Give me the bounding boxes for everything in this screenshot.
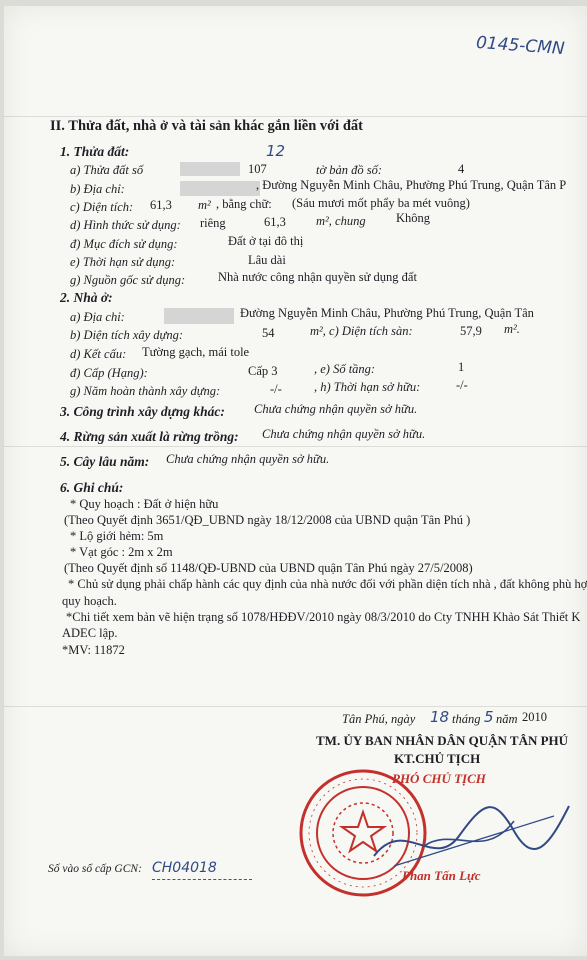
land-address-label: b) Địa chỉ: bbox=[70, 182, 125, 196]
map-sheet-value: 4 bbox=[458, 162, 465, 176]
use-form-common-value: Không bbox=[396, 211, 431, 225]
land-area-label: c) Diện tích: bbox=[70, 200, 134, 214]
use-form-private-value: 61,3 bbox=[264, 215, 286, 229]
signing-year: 2010 bbox=[522, 710, 547, 724]
term-value: Lâu dài bbox=[248, 253, 286, 267]
land-number-label: a) Thửa đất số bbox=[70, 163, 144, 177]
house-address-value: Đường Nguyễn Minh Châu, Phường Phú Trung, Quận Tân bbox=[240, 306, 534, 320]
floors-value: 1 bbox=[458, 360, 465, 374]
note-line: (Theo Quyết định 3651/QĐ_UBND ngày 18/12/2008 của UBND quận Tân Phú ) bbox=[64, 513, 471, 527]
land-number-value: 107 bbox=[248, 162, 267, 176]
note-line: *Chi tiết xem bản vẽ hiện trạng số 1078/HĐĐV/2010 ngày 08/3/2010 do Cty TNHH Khảo Sát Thiết K bbox=[66, 610, 581, 624]
floor-area-value: 57,9 bbox=[460, 324, 482, 338]
org-line-1: TM. ỦY BAN NHÂN DÂN QUẬN TÂN PHÚ bbox=[316, 733, 569, 748]
grade-label: đ) Cấp (Hạng): bbox=[70, 366, 148, 380]
use-form-private: riêng bbox=[200, 216, 226, 230]
signing-year-label: năm bbox=[496, 712, 518, 726]
signing-place: Tân Phú, ngày bbox=[342, 712, 416, 726]
purpose-label: đ) Mục đích sử dụng: bbox=[70, 237, 178, 251]
house-heading: 2. Nhà ở: bbox=[60, 290, 113, 305]
other-works-value: Chưa chứng nhận quyền sở hữu. bbox=[254, 402, 418, 416]
origin-value: Nhà nước công nhận quyền sử dụng đất bbox=[218, 270, 417, 284]
ownership-term-label: , h) Thời hạn sở hữu: bbox=[314, 380, 421, 394]
ownership-term-value: -/- bbox=[456, 378, 468, 392]
use-form-common: m², chung bbox=[316, 214, 366, 228]
certificate-page bbox=[4, 6, 587, 956]
register-number: CH04018 bbox=[152, 860, 217, 876]
build-area-value: 54 bbox=[262, 326, 275, 340]
use-form-label: d) Hình thức sử dụng: bbox=[70, 218, 181, 232]
note-line: * Quy hoạch : Đất ở hiện hữu bbox=[70, 497, 219, 511]
origin-label: g) Nguồn gốc sử dụng: bbox=[70, 273, 186, 287]
floors-label: , e) Số tầng: bbox=[314, 362, 376, 376]
register-label: Số vào sổ cấp GCN: bbox=[48, 863, 142, 875]
purpose-value: Đất ở tại đô thị bbox=[228, 234, 304, 248]
note-line: *MV: 11872 bbox=[62, 643, 125, 657]
signing-day: 18 bbox=[430, 708, 450, 726]
land-area-words-label: , bằng chữ: bbox=[216, 197, 272, 211]
other-works-heading: 3. Công trình xây dựng khác: bbox=[60, 404, 225, 419]
note-line: quy hoạch. bbox=[62, 594, 117, 608]
note-line: ADEC lập. bbox=[62, 626, 118, 640]
note-line: * Chủ sử dụng phải chấp hành các quy định của nhà nước đối với phần diện tích nhà , đất không phù hợ bbox=[68, 577, 587, 591]
note-line: * Lộ giới hẻm: 5m bbox=[70, 529, 164, 543]
land-area-unit: m² bbox=[198, 198, 211, 212]
map-sheet-label: tờ bản đồ số: bbox=[316, 163, 383, 177]
year-built-value: -/- bbox=[270, 382, 282, 396]
term-label: e) Thời hạn sử dụng: bbox=[70, 255, 176, 269]
structure-label: d) Kết cấu: bbox=[70, 347, 127, 361]
floor-area-unit: m². bbox=[504, 322, 520, 336]
land-area-words: (Sáu mươi mốt phẩy ba mét vuông) bbox=[292, 196, 470, 210]
grade-value: Cấp 3 bbox=[248, 364, 278, 378]
vice-chairman-title: PHÓ CHỦ TỊCH bbox=[392, 771, 486, 786]
org-line-2: KT.CHỦ TỊCH bbox=[394, 751, 481, 766]
note-line: (Theo Quyết định số 1148/QĐ-UBND của UBND quận Tân Phú ngày 27/5/2008) bbox=[64, 561, 473, 575]
forest-value: Chưa chứng nhận quyền sở hữu. bbox=[262, 427, 426, 441]
build-area-label: b) Diện tích xây dựng: bbox=[70, 328, 184, 342]
forest-heading: 4. Rừng sản xuất là rừng trồng: bbox=[60, 429, 239, 444]
handwritten-code: 0145-CMN bbox=[475, 32, 566, 60]
house-address-label: a) Địa chỉ: bbox=[70, 310, 125, 324]
notes-heading: 6. Ghi chú: bbox=[60, 480, 124, 495]
register-underline bbox=[152, 879, 252, 880]
section-title: II. Thửa đất, nhà ở và tài sản khác gắn liền với đất bbox=[50, 118, 363, 134]
note-line: * Vạt góc : 2m x 2m bbox=[70, 545, 173, 559]
signing-month-label: tháng bbox=[452, 712, 481, 726]
handwritten-number: 12 bbox=[266, 142, 286, 160]
build-area-unit: m², c) Diện tích sàn: bbox=[310, 324, 413, 338]
land-area-value: 61,3 bbox=[150, 198, 172, 212]
structure-value: Tường gạch, mái tole bbox=[142, 345, 250, 359]
redacted-area bbox=[180, 181, 260, 196]
redacted-area bbox=[180, 162, 240, 176]
perennial-value: Chưa chứng nhận quyền sở hữu. bbox=[166, 452, 330, 466]
signing-month: 5 bbox=[484, 708, 494, 726]
redacted-area bbox=[164, 308, 234, 324]
land-address-value: , Đường Nguyễn Minh Châu, Phường Phú Trung, Quận Tân P bbox=[256, 178, 567, 192]
perennial-heading: 5. Cây lâu năm: bbox=[60, 454, 150, 469]
signer-name: Phan Tấn Lực bbox=[402, 868, 481, 883]
year-built-label: g) Năm hoàn thành xây dựng: bbox=[70, 384, 221, 398]
land-heading: 1. Thửa đất: bbox=[60, 144, 130, 159]
